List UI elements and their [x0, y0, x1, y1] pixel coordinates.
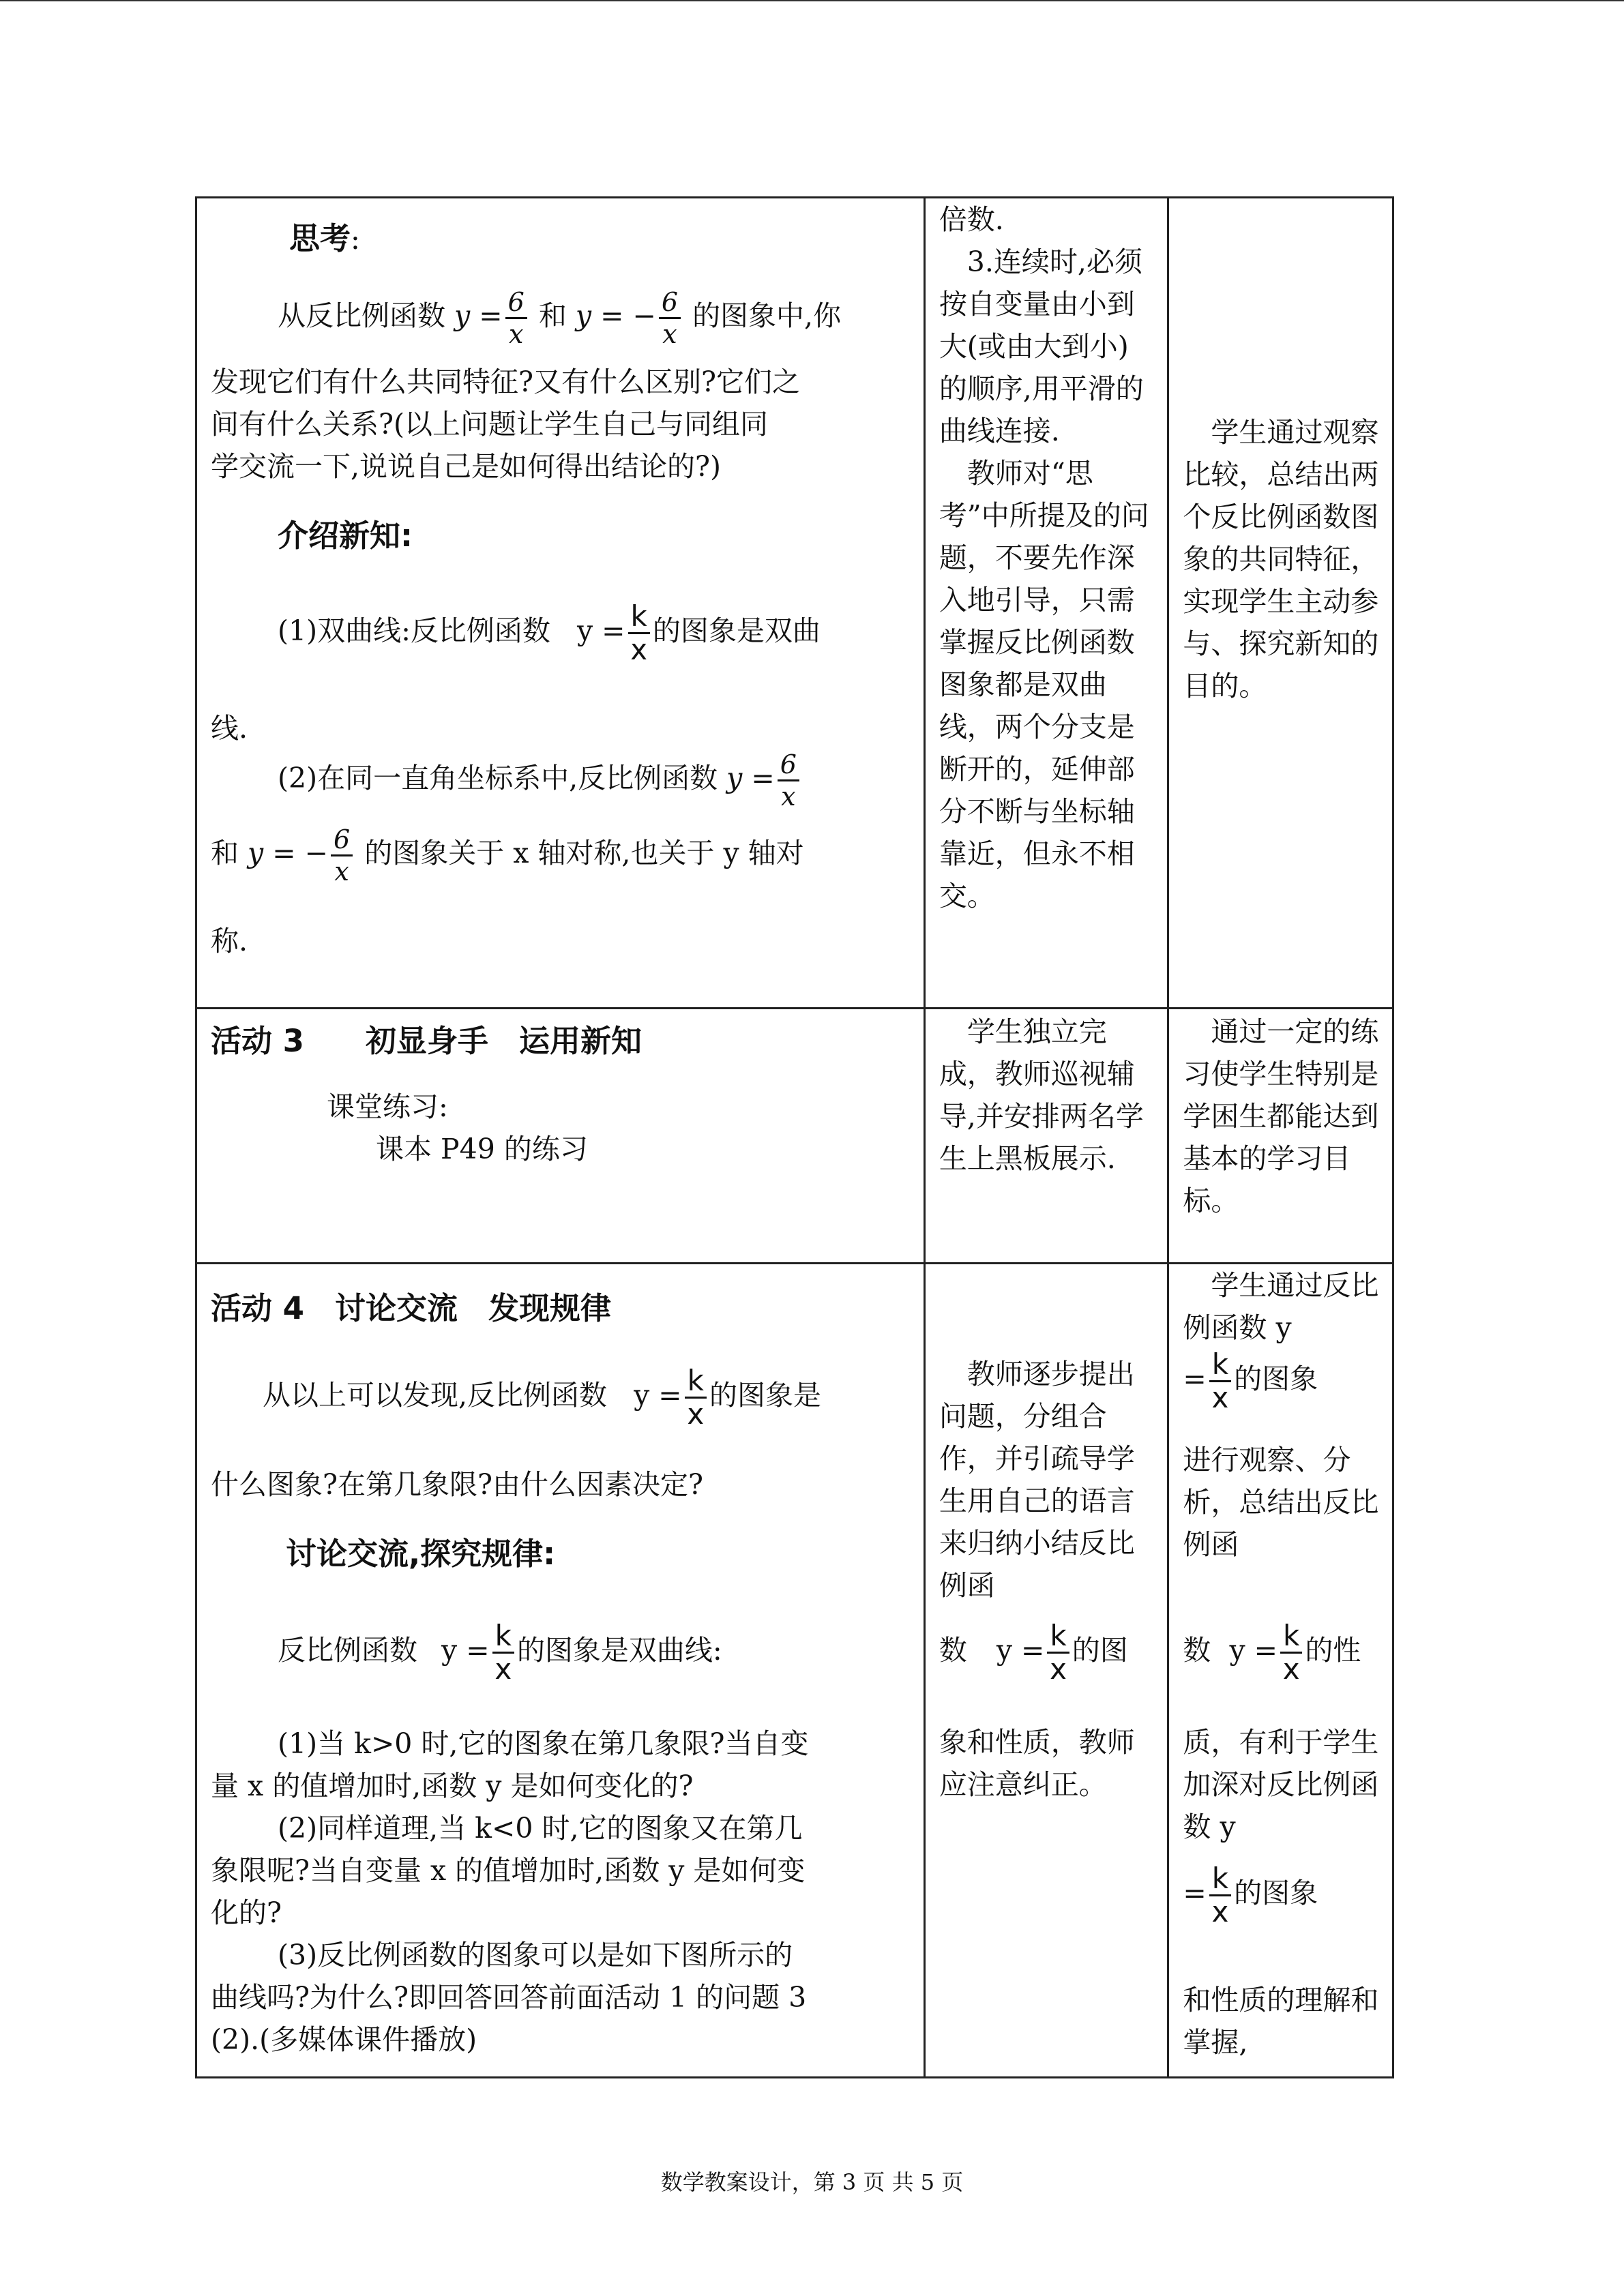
design-intent-text-3: 质，有利于学生加深对反比例函数 y	[1183, 1726, 1379, 1843]
table-row	[196, 198, 1393, 1009]
question3-line2: 曲线吗?为什么?即回答回答前面活动 1 的问题 3	[211, 1981, 807, 2014]
teacher-note-text-end: 象和性质，教师应注意纠正。	[939, 1726, 1135, 1801]
design-intent-text: 学生通过反比例函数 y	[1183, 1269, 1379, 1344]
question3-line3: (2).(多媒体课件播放)	[211, 2023, 477, 2056]
question3-line1: (3)反比例函数的图象可以是如下图所示的	[278, 1939, 793, 1971]
teacher-note-formula: 数 y = $\frac{k}{x}$ 的图	[939, 1619, 1128, 1686]
question2-line3: 化的?	[211, 1896, 282, 1929]
teacher-note-cell	[924, 198, 1168, 1009]
teacher-note-text: 倍数. 3.连续时,必须按自变量由小到大(或由大到小)的顺序,用平滑的曲线连接. 教师对“思考”中所提及的问题，不要先作深入地引导，只需掌握反比例函数图象都是双曲线，两个分支是断开的，延伸部分不断与坐标轴靠近，但永不相交。	[939, 203, 1149, 912]
intro-item1: (1)双曲线:反比例函数 y = $\frac{k}{x}$ 的图象是双曲	[278, 599, 821, 666]
question2-line1: (2)同样道理,当 k<0 时,它的图象又在第几	[278, 1812, 803, 1845]
teacher-note-text: 教师逐步提出问题，分组合作，并引疏导学生用自己的语言来归纳小结反比例函	[939, 1358, 1135, 1602]
design-intent-formula3: = $\frac{k}{x}$ 的图象	[1183, 1862, 1318, 1928]
design-intent-text-2: 进行观察、分析，总结出反比例函	[1183, 1444, 1379, 1561]
design-intent-formula1: = $\frac{k}{x}$ 的图象	[1183, 1347, 1318, 1414]
intro-item2: (2)在同一直角坐标系中,反比例函数 y = $\frac{6}{x}$	[278, 749, 802, 811]
practice-label: 课堂练习:	[327, 1090, 448, 1123]
question1-line1: (1)当 k>0 时,它的图象在第几象限?当自变	[278, 1727, 809, 1760]
think-paragraph-line2: 发现它们有什么共同特征?又有什么区别?它们之	[211, 366, 800, 398]
think-heading: 思考:	[289, 220, 360, 256]
question1-line2: 量 x 的值增加时,函数 y 是如何变化的?	[211, 1770, 694, 1802]
teacher-note-text: 学生独立完成，教师巡视辅导,并安排两名学生上黑板展示.	[939, 1015, 1144, 1175]
design-intent-text-4: 和性质的理解和掌握,	[1183, 1984, 1379, 2059]
intro-item1-cont: 线.	[211, 712, 248, 745]
content-cell	[196, 1009, 925, 1264]
table-row	[196, 1264, 1393, 2078]
content-cell	[196, 198, 925, 1009]
explore-heading: 讨论交流,探究规律:	[286, 1536, 556, 1572]
lesson-plan-table	[195, 196, 1394, 2078]
think-paragraph-line3: 间有什么关系?(以上问题让学生自己与同组同	[211, 408, 768, 441]
think-paragraph-line1: 从反比例函数 y = $\frac{6}{x}$ 和 y = − $\frac{6}{x}$ 的图象中,你	[278, 287, 842, 349]
table-row	[196, 1009, 1393, 1264]
activity3-heading: 活动 3 初显身手 运用新知	[211, 1023, 642, 1059]
explore-statement: 反比例函数 y = $\frac{k}{x}$ 的图象是双曲线:	[278, 1619, 722, 1686]
practice-reference: 课本 P49 的练习	[376, 1133, 588, 1165]
design-intent-cell	[1168, 198, 1393, 1009]
design-intent-cell	[1168, 1264, 1393, 2078]
think-paragraph-line4: 学交流一下,说说自己是如何得出结论的?)	[211, 450, 722, 483]
design-intent-cell	[1168, 1009, 1393, 1264]
teacher-note-cell	[924, 1009, 1168, 1264]
teacher-note-cell	[924, 1264, 1168, 2078]
design-intent-text: 学生通过观察比较，总结出两个反比例函数图象的共同特征，实现学生主动参与、探究新知的目的。	[1183, 416, 1379, 702]
discover-paragraph-line1: 从以上可以发现,反比例函数 y = $\frac{k}{x}$ 的图象是	[263, 1364, 821, 1431]
top-border-line	[0, 0, 1624, 1]
discover-paragraph-line2: 什么图象?在第几象限?由什么因素决定?	[211, 1468, 703, 1501]
activity4-heading: 活动 4 讨论交流 发现规律	[211, 1290, 611, 1326]
intro-item2-line2: 和 y = − $\frac{6}{x}$ 的图象关于 x 轴对称,也关于 y 轴对	[211, 824, 804, 886]
question2-line2: 象限呢?当自变量 x 的值增加时,函数 y 是如何变	[211, 1854, 806, 1887]
intro-item2-cont: 称.	[211, 925, 248, 957]
page-footer: 数学教案设计，第 3 页 共 5 页	[660, 2169, 964, 2195]
design-intent-formula2: 数 y = $\frac{k}{x}$ 的性	[1183, 1619, 1361, 1686]
content-cell	[196, 1264, 925, 2078]
intro-heading: 介绍新知:	[278, 518, 413, 554]
design-intent-text: 通过一定的练习使学生特别是学困生都能达到基本的学习目标。	[1183, 1015, 1379, 1217]
